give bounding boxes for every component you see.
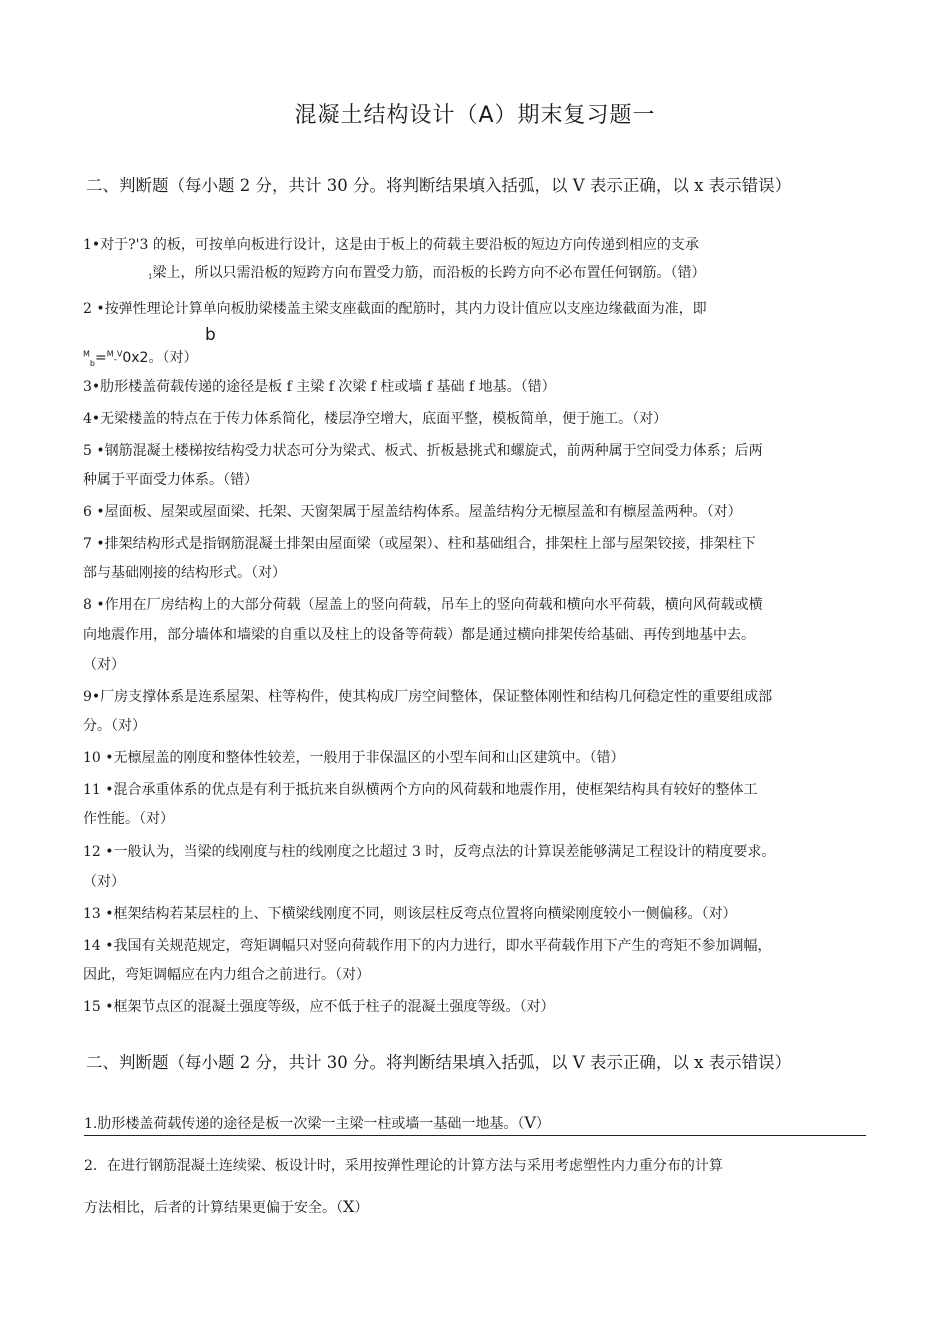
question-12-line-1: 12 •一般认为，当梁的线刚度与柱的线刚度之比超过 3 时，反弯点法的计算误差能够满足工程设计的精度要求。 (83, 844, 776, 860)
part2-question-1-answer: V (524, 1113, 536, 1132)
question-6: 6 •屋面板、屋架或屋面梁、托架、天窗架属于屋盖结构体系。屋盖结构分无檩屋盖和有檩屋盖两种。（对） (83, 504, 742, 520)
formula-m: M (83, 349, 90, 359)
part2-question-2-line-1: 2．在进行钢筋混凝土连续梁、板设计时，采用按弹性理论的计算方法与采用考虑塑性内力重分布的计算 (84, 1158, 723, 1174)
question-5-line-1: 5 •钢筋混凝土楼梯按结构受力状态可分为梁式、板式、折板悬挑式和螺旋式，前两种属于空间受力体系；后两 (83, 443, 763, 459)
question-15: 15 •框架节点区的混凝土强度等级，应不低于柱子的混凝土强度等级。（对） (83, 999, 555, 1015)
formula-v: V (116, 349, 123, 359)
question-12-line-2: （对） (83, 874, 125, 890)
section-heading-2: 二、判断题（每小题 2 分，共计 30 分。将判断结果填入括弧，以 V 表示正确，以 x 表示错误） (86, 1053, 792, 1072)
question-1-line-2-text: 梁上，所以只需沿板的短跨方向布置受力筋，而沿板的长跨方向不必布置任何钢筋。（错） (152, 265, 706, 281)
formula-rest: 0x2。（对） (122, 350, 198, 366)
formula-sub-b: b (89, 358, 95, 368)
question-1-line-1: 1•对于?'3 的板，可按单向板进行设计，这是由于板上的荷载主要沿板的短边方向传递到相应的支承 (83, 237, 699, 253)
formula-dash: - (113, 355, 117, 365)
section-heading-1: 二、判断题（每小题 2 分，共计 30 分。将判断结果填入括弧，以 V 表示正确，以 x 表示错误） (86, 176, 792, 195)
question-13: 13 •框架结构若某层柱的上、下横梁线刚度不同，则该层柱反弯点位置将向横梁刚度较小一侧偏移。（对） (83, 906, 737, 922)
part2-question-1 (84, 1113, 550, 1134)
question-14-line-2: 因此，弯矩调幅应在内力组合之前进行。（对） (83, 967, 370, 983)
divider-line (84, 1135, 866, 1136)
question-2-b-mark: b (205, 325, 216, 345)
part2-question-2-line-2 (84, 1197, 368, 1218)
part2-question-2-text: 方法相比，后者的计算结果更偏于安全。（ (84, 1200, 343, 1216)
formula-m2: M (106, 349, 114, 359)
question-8-line-3: （对） (83, 657, 125, 673)
question-2-line-1: 2 •按弹性理论计算单向板肋梁楼盖主梁支座截面的配筋时，其内力设计值应以支座边缘截面为准，即 (83, 301, 707, 317)
formula-eq: = (94, 350, 107, 366)
question-8-line-1: 8 •作用在厂房结构上的大部分荷载（屋盖上的竖向荷载，吊车上的竖向荷载和横向水平荷载，横向风荷载或横 (83, 597, 763, 613)
part2-question-1-close: ） (535, 1116, 550, 1132)
question-9-line-1: 9•厂房支撑体系是连系屋架、柱等构件，使其构成厂房空间整体，保证整体刚性和结构几何稳定性的重要组成部 (83, 689, 773, 705)
part2-question-2-close: ） (354, 1200, 369, 1216)
question-8-line-2: 向地震作用，部分墙体和墙梁的自重以及柱上的设备等荷载）都是通过横向排架传给基础、再传到地基中去。 (83, 627, 755, 643)
question-9-line-2: 分。（对） (83, 718, 146, 734)
question-4: 4•无梁楼盖的特点在于传力体系简化，楼层净空增大，底面平整，模板简单，便于施工。（对） (83, 411, 668, 427)
page-title: 混凝土结构设计（A）期末复习题一 (294, 103, 656, 128)
question-7-line-2: 部与基础刚接的结构形式。（对） (83, 565, 286, 581)
question-1-line-2 (148, 263, 705, 287)
question-2-formula (83, 347, 197, 368)
question-3: 3•肋形楼盖荷载传递的途径是板 f 主梁 f 次梁 f 柱或墙 f 基础 f 地基。（错） (83, 379, 556, 395)
question-1-mark: 1 (148, 273, 153, 281)
question-7-line-1: 7 •排架结构形式是指钢筋混凝土排架由屋面梁（或屋架）、柱和基础组合，排架柱上部与屋架铰接，排架柱下 (83, 536, 756, 552)
part2-question-2-answer: X (343, 1197, 355, 1216)
part2-question-1-text: 1.肋形楼盖荷载传递的途径是板一次梁一主梁一柱或墙一基础一地基。（ (84, 1116, 525, 1132)
question-5-line-2: 种属于平面受力体系。（错） (83, 472, 258, 488)
question-10: 10 •无檩屋盖的刚度和整体性较差，一般用于非保温区的小型车间和山区建筑中。（错） (83, 750, 625, 766)
question-14-line-1: 14 •我国有关规范规定，弯矩调幅只对竖向荷载作用下的内力进行，即水平荷载作用下产生的弯矩不参加调幅， (83, 938, 772, 954)
question-11-line-1: 11 •混合承重体系的优点是有利于抵抗来自纵横两个方向的风荷载和地震作用，使框架结构具有较好的整体工 (83, 782, 758, 798)
question-11-line-2: 作性能。（对） (83, 811, 174, 827)
